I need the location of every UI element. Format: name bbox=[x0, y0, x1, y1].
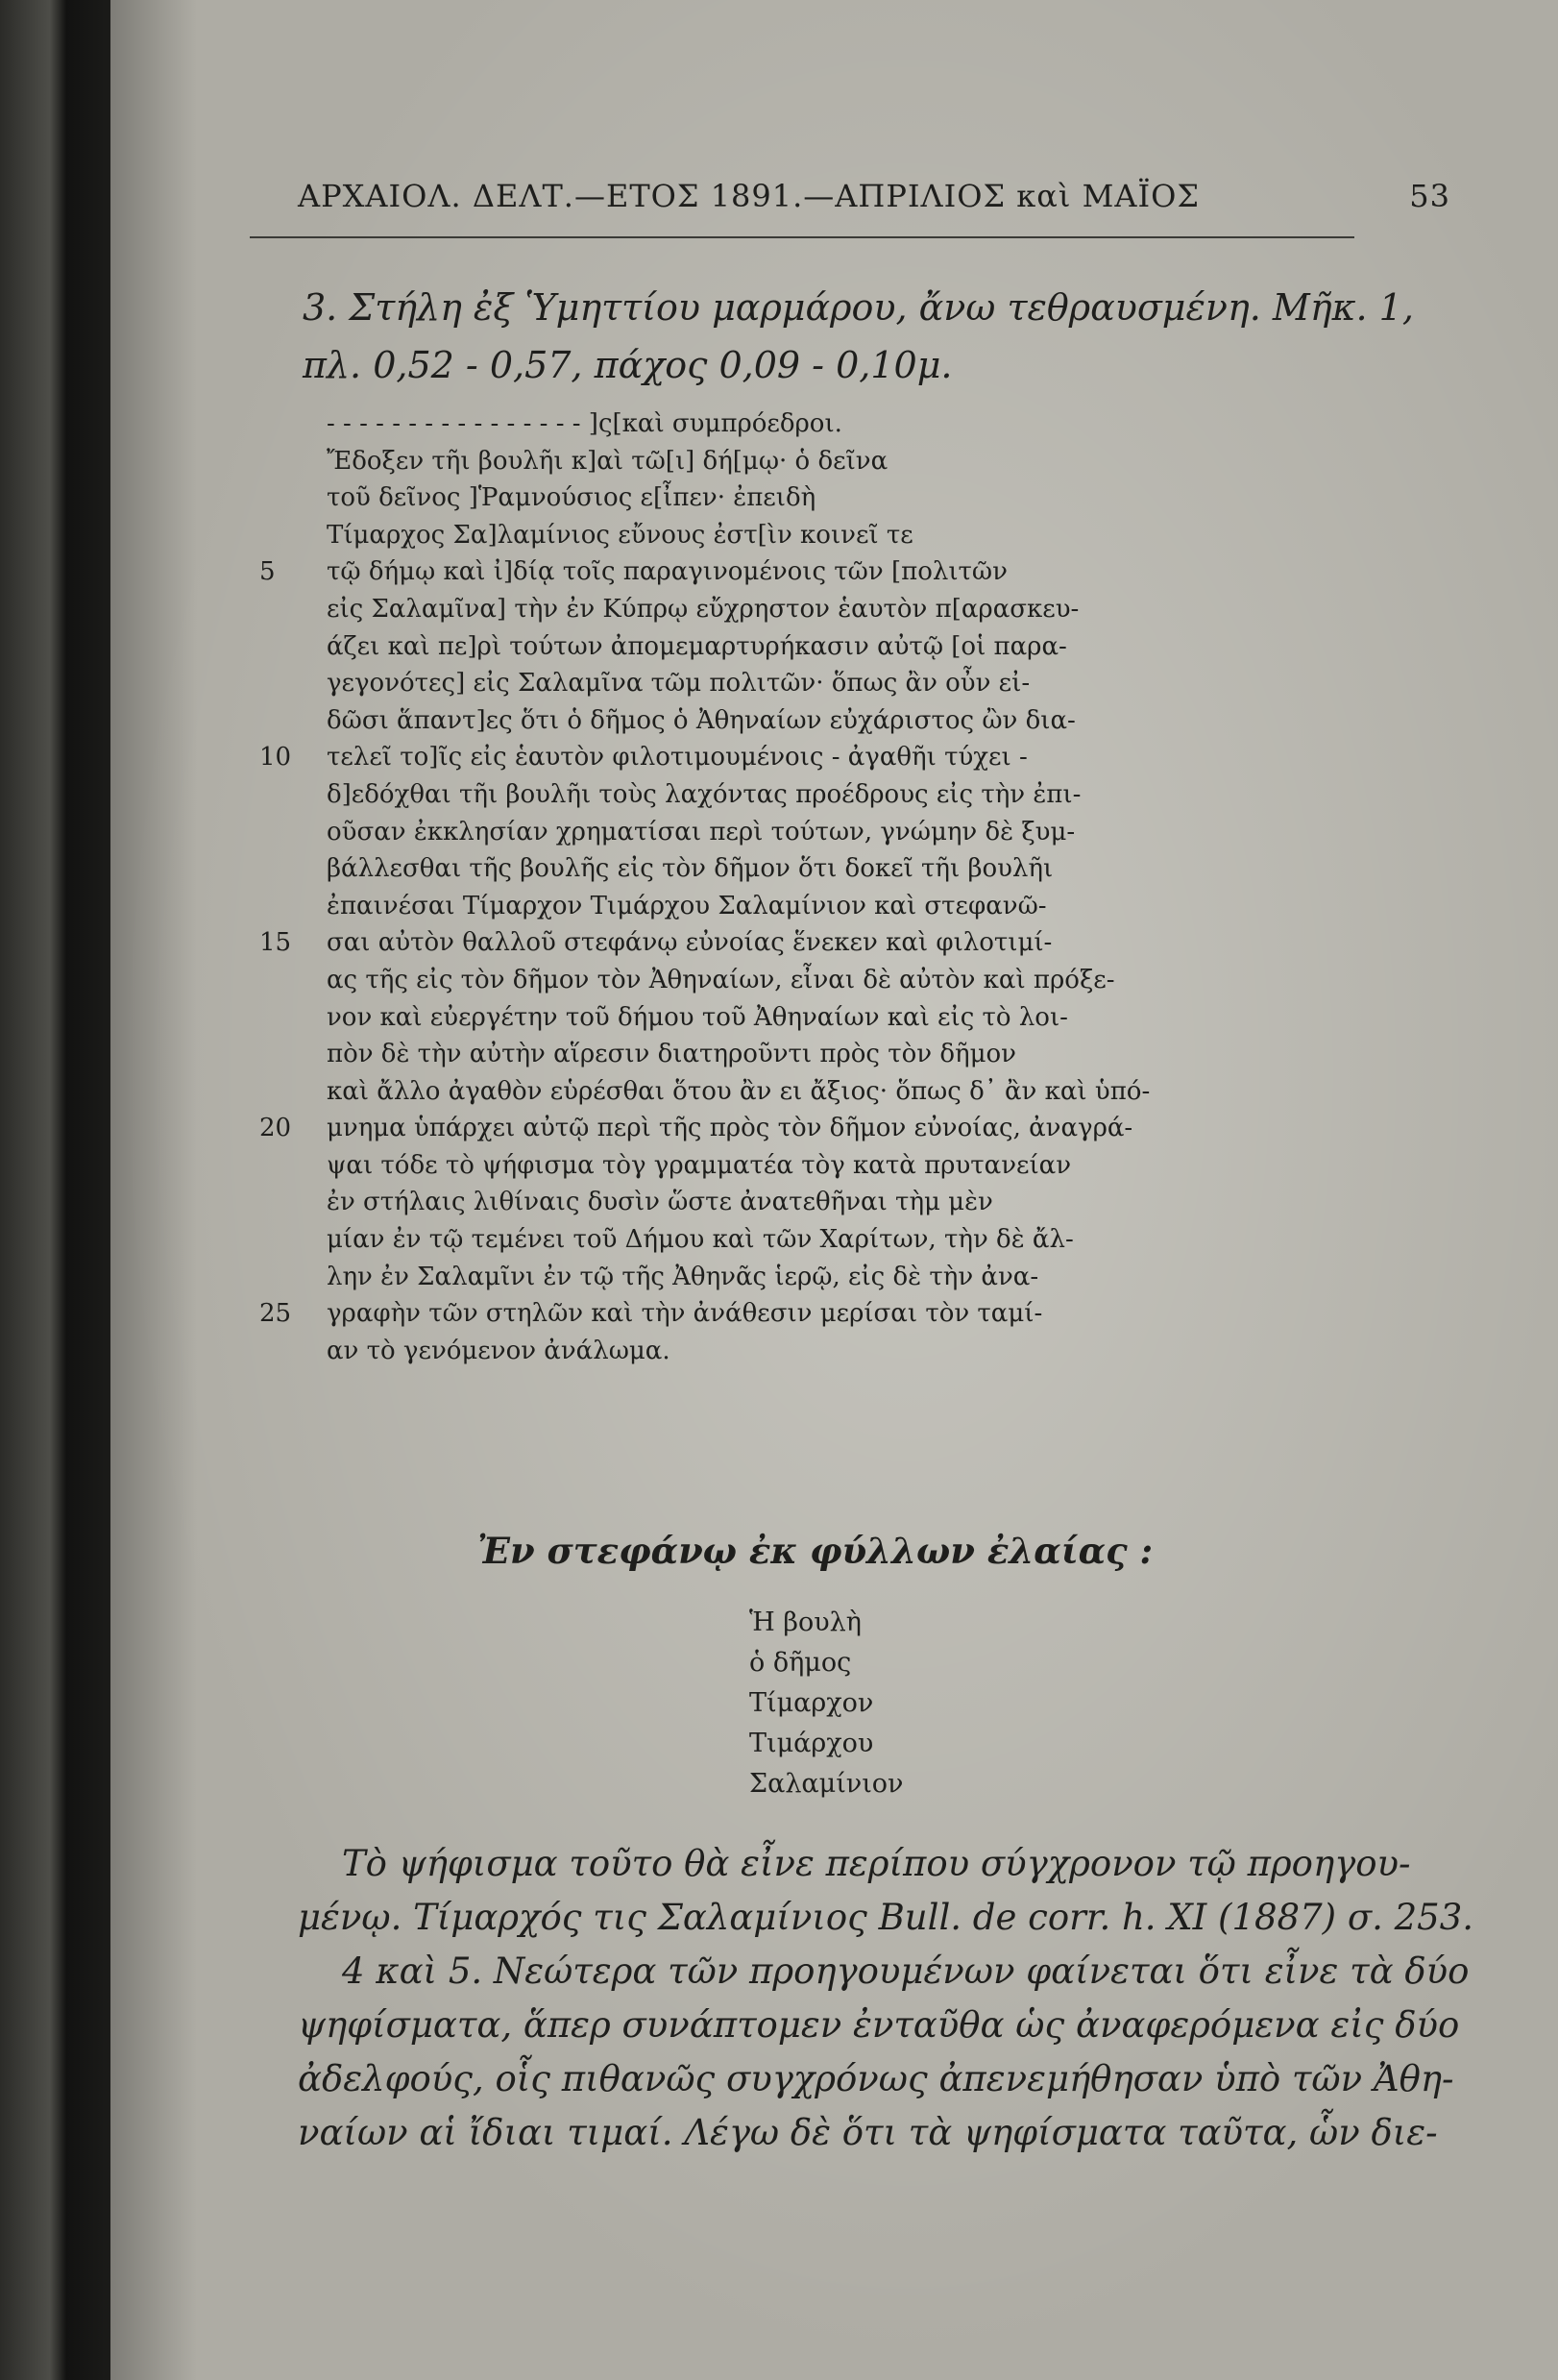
line-number: 15 bbox=[259, 928, 292, 958]
wreath-name: Ἡ βουλὴ bbox=[749, 1607, 862, 1637]
inscription-line bbox=[259, 924, 1278, 962]
inscription-line bbox=[259, 702, 1278, 740]
inscription-line-text: δ]εδόχθαι τῆι βουλῆι τοὺς λαχόντας προέδρους εἰς τὴν ἐπι- bbox=[327, 779, 1082, 809]
page-number: 53 bbox=[1409, 178, 1450, 214]
commentary-line: Τὸ ψήφισμα τοῦτο θὰ εἶνε περίπου σύγχρονον τῷ προηγου- bbox=[342, 1843, 1411, 1884]
commentary-line: ναίων αἱ ἴδιαι τιμαί. Λέγω δὲ ὅτι τὰ ψηφίσματα ταῦτα, ὧν διε- bbox=[298, 2112, 1438, 2153]
page-header bbox=[298, 178, 1450, 214]
inscription-line bbox=[259, 1147, 1278, 1185]
inscription-line bbox=[259, 1333, 1278, 1370]
inscription-line-text: πὸν δὲ τὴν αὐτὴν αἵρεσιν διατηροῦντι πρὸς τὸν δῆμον bbox=[327, 1040, 1016, 1069]
commentary-line: ἀδελφούς, οἷς πιθανῶς συγχρόνως ἀπενεμήθησαν ὑπὸ τῶν Ἀθη- bbox=[298, 2058, 1454, 2099]
entry-heading bbox=[303, 279, 1417, 394]
inscription-line-text: καὶ ἄλλο ἀγαθὸν εὑρέσθαι ὅτου ἂν ει ἄξιος· ὅπως δ᾽ ἂν καὶ ὑπό- bbox=[327, 1076, 1151, 1106]
wreath-name: ὁ δῆμος bbox=[749, 1648, 852, 1678]
inscription-line-text: νον καὶ εὐεργέτην τοῦ δήμου τοῦ Ἀθηναίων καὶ εἰς τὸ λοι- bbox=[327, 1002, 1068, 1032]
inscription-text bbox=[259, 405, 1278, 1369]
commentary-line: 4 καὶ 5. Νεώτερα τῶν προηγουμένων φαίνεται ὅτι εἶνε τὰ δύο bbox=[342, 1951, 1470, 1992]
inscription-line-text: δῶσι ἅπαντ]ες ὅτι ὁ δῆμος ὁ Ἀθηναίων εὐχάριστος ὢν δια- bbox=[327, 705, 1076, 735]
line-number: 20 bbox=[259, 1114, 292, 1143]
line-number: 5 bbox=[259, 557, 276, 587]
line-number: 10 bbox=[259, 743, 292, 773]
inscription-line bbox=[259, 1110, 1278, 1147]
entry-heading-line: πλ. 0,52 - 0,57, πάχος 0,09 - 0,10μ. bbox=[303, 344, 953, 386]
inscription-line bbox=[259, 405, 1278, 443]
book-binding-edge bbox=[0, 0, 110, 2380]
inscription-line bbox=[259, 517, 1278, 554]
inscription-line bbox=[259, 443, 1278, 480]
inscription-line bbox=[259, 999, 1278, 1037]
inscription-line-text: τῷ δήμῳ καὶ ἰ]δίᾳ τοῖς παραγινομένοις τῶν [πολιτῶν bbox=[327, 557, 1008, 587]
inscription-line-text: μνημα ὑπάρχει αὐτῷ περὶ τῆς πρὸς τὸν δῆμον εὐνοίας, ἀναγρά- bbox=[327, 1114, 1133, 1143]
inscription-line-text: γραφὴν τῶν στηλῶν καὶ τὴν ἀνάθεσιν μερίσαι τὸν ταμί- bbox=[327, 1299, 1043, 1329]
inscription-line bbox=[259, 591, 1278, 628]
inscription-line-text: σαι αὐτὸν θαλλοῦ στεφάνῳ εὐνοίας ἕνεκεν καὶ φιλοτιμί- bbox=[327, 928, 1053, 958]
inscription-line-text: βάλλεσθαι τῆς βουλῆς εἰς τὸν δῆμον ὅτι δοκεῖ τῆι βουλῆι bbox=[327, 854, 1054, 884]
commentary bbox=[298, 1837, 1473, 2160]
book-page bbox=[110, 0, 1558, 2380]
inscription-line-text: ἐν στήλαις λιθίναις δυσὶν ὥστε ἀνατεθῆναι τὴμ μὲν bbox=[327, 1188, 993, 1217]
inscription-line-text: ψαι τόδε τὸ ψήφισμα τὸγ γραμματέα τὸγ κατὰ πρυτανείαν bbox=[327, 1150, 1072, 1180]
inscription-line bbox=[259, 1036, 1278, 1073]
commentary-line: μένῳ. Τίμαρχός τις Σαλαμίνιος Bull. de corr. h. XI (1887) σ. 253. bbox=[298, 1897, 1473, 1938]
inscription-line-text: οῦσαν ἐκκλησίαν χρηματίσαι περὶ τούτων, γνώμην δὲ ξυμ- bbox=[327, 817, 1076, 846]
wreath-names bbox=[749, 1603, 1133, 1804]
inscription-line bbox=[259, 553, 1278, 591]
inscription-line bbox=[259, 1259, 1278, 1296]
inscription-line bbox=[259, 739, 1278, 776]
inscription-line bbox=[259, 1184, 1278, 1221]
inscription-line bbox=[259, 479, 1278, 517]
inscription-line-text: γεγονότες] εἰς Σαλαμῖνα τῶμ πολιτῶν· ὅπως ἂν οὖν εἰ- bbox=[327, 669, 1031, 699]
inscription-line bbox=[259, 814, 1278, 851]
inscription-line bbox=[259, 1295, 1278, 1333]
inscription-line bbox=[259, 888, 1278, 925]
inscription-line-text: άζει καὶ πε]ρὶ τούτων ἀπομεμαρτυρήκασιν αὐτῷ [οἱ παρα- bbox=[327, 631, 1067, 661]
inscription-line-text: ας τῆς εἰς τὸν δῆμον τὸν Ἀθηναίων, εἶναι δὲ αὐτὸν καὶ πρόξε- bbox=[327, 965, 1115, 994]
inscription-line-text: λην ἐν Σαλαμῖνι ἐν τῷ τῆς Ἀθηνᾶς ἱερῷ, εἰς δὲ τὴν ἀνα- bbox=[327, 1262, 1039, 1291]
inscription-line bbox=[259, 665, 1278, 702]
inscription-line bbox=[259, 1073, 1278, 1111]
inscription-line-text: Τίμαρχος Σα]λαμίνιος εὔνους ἐστ[ὶν κοινεῖ τε bbox=[327, 520, 913, 550]
wreath-caption: Ἐν στεφάνῳ ἐκ φύλλων ἐλαίας : bbox=[477, 1530, 1154, 1572]
inscription-line-text: ἐπαινέσαι Τίμαρχον Τιμάρχου Σαλαμίνιον καὶ στεφανῶ- bbox=[327, 891, 1047, 920]
running-title: ΑΡΧΑΙΟΛ. ΔΕΛΤ.—ΕΤΟΣ 1891.—ΑΠΡΙΛΙΟΣ καὶ ΜΑΪΟΣ bbox=[298, 178, 1200, 214]
line-number: 25 bbox=[259, 1299, 292, 1329]
inscription-line bbox=[259, 850, 1278, 888]
entry-heading-line: 3. Στήλη ἐξ Ὑμηττίου μαρμάρου, ἄνω τεθραυσμένη. Μῆκ. 1, bbox=[303, 286, 1414, 329]
inscription-line-text: Ἔδοξεν τῆι βουλῆι κ]αὶ τῶ[ι] δή[μῳ· ὁ δεῖνα bbox=[327, 446, 889, 476]
inscription-line-text: τελεῖ το]ῖς εἰς ἑαυτὸν φιλοτιμουμένοις - ἀγαθῆι τύχει - bbox=[327, 743, 1028, 773]
inscription-line bbox=[259, 628, 1278, 666]
inscription-line bbox=[259, 962, 1278, 999]
inscription-line-text: τοῦ δεῖνος ]Ῥαμνούσιος ε[ἶπεν· ἐπειδὴ bbox=[327, 483, 816, 513]
inscription-line-text: μίαν ἐν τῷ τεμένει τοῦ Δήμου καὶ τῶν Χαρίτων, τὴν δὲ ἄλ- bbox=[327, 1225, 1074, 1255]
wreath-name: Τιμάρχου bbox=[749, 1729, 874, 1758]
wreath-name: Τίμαρχον bbox=[749, 1688, 874, 1718]
commentary-line: ψηφίσματα, ἅπερ συνάπτομεν ἐνταῦθα ὡς ἀναφερόμενα εἰς δύο bbox=[298, 2004, 1460, 2046]
inscription-line bbox=[259, 1221, 1278, 1259]
inscription-line-text: - - - - - - - - - - - - - - - - ]ς[καὶ συμπρόεδροι. bbox=[327, 409, 842, 438]
inscription-line-text: αν τὸ γενόμενον ἀνάλωμα. bbox=[327, 1336, 670, 1365]
inscription-line bbox=[259, 776, 1278, 814]
wreath-name: Σαλαμίνιον bbox=[749, 1769, 904, 1799]
inscription-line-text: εἰς Σαλαμῖνα] τὴν ἐν Κύπρῳ εὔχρηστον ἑαυτὸν π[αρασκευ- bbox=[327, 594, 1080, 624]
header-rule bbox=[250, 236, 1354, 238]
